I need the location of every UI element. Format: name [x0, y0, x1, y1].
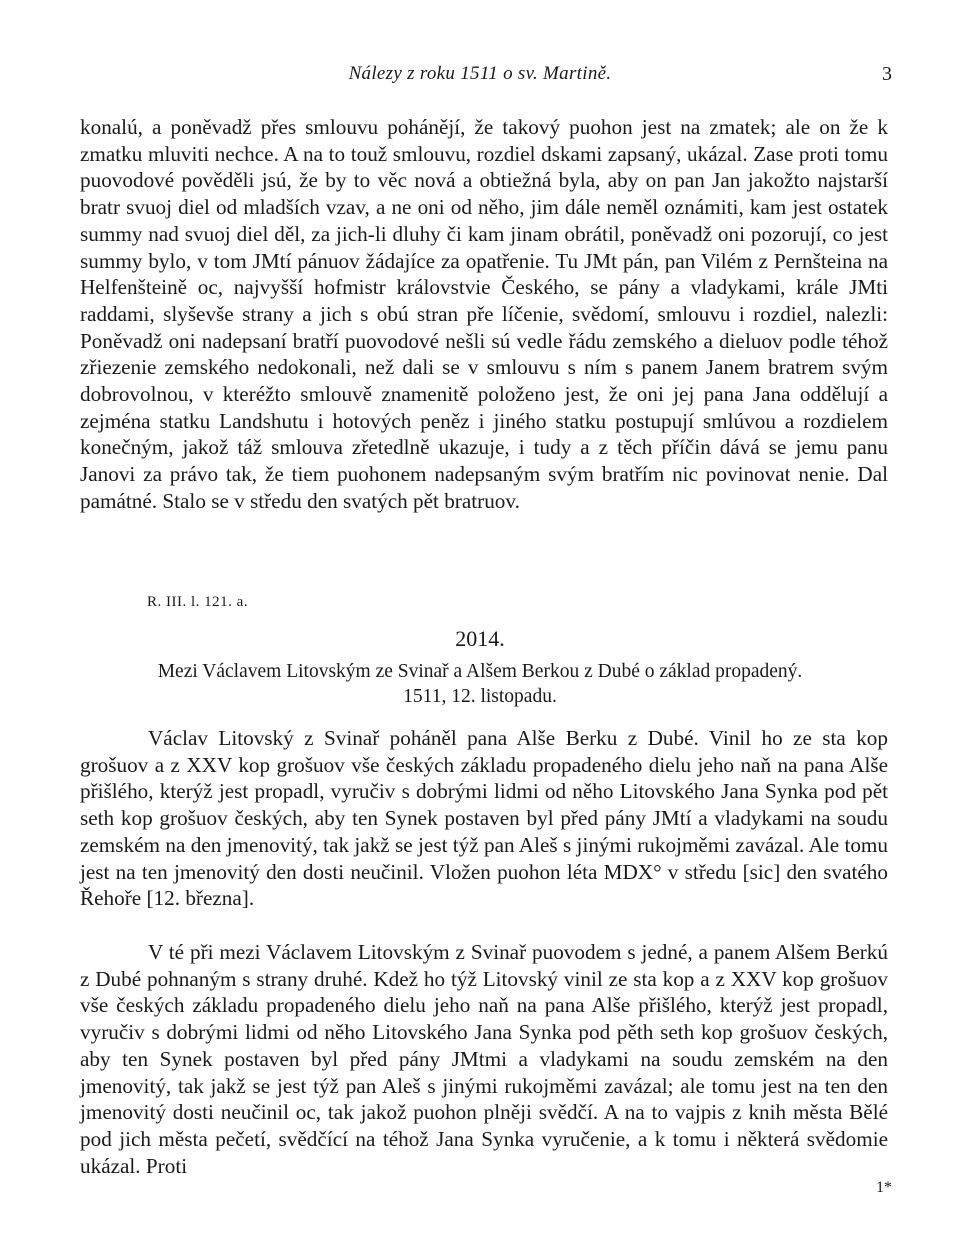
entry-summary: Mezi Václavem Litovským ze Svinař a Alšem Berkou z Dubé o základ propadený. [157, 661, 803, 682]
paragraph-text: konalú, a poněvadž přes smlouvu pohánějí, že takový puohon jest na zmatek; ale on že k zmatku mluviti nechce. A na to touž smlouvu, rozdiel dskami zapsaný, ukázal. Zase proti tomu puovodové pověděli jsú, že by to věc nová a obtiežná byla, aby on pan Jan jakožto najstarší bratr svuoj diel od mladších vzav, a ne oni od něho, jim dále neměl oznámiti, kam jest ostatek summy nad svuoj diel děl, za jich-li dluhy či kam jinam obrátil, poněvadž oni pozorují, co jest summy bylo, v tom JMtí pánuov žádajíce za opatřenie. Tu JMt pán, pan Vilém z Pernšteina na Helfenšteině oc, najvyšší hofmistr královstvie Českého, se pány a vladykami, krále JMti raddami, slyševše strany a jich s obú stran pře líčenie, svědomí, smlouvu i rozdiel, nalezli: Poněvadž oni nadepsaní bratří puovodové nešli sú vedle řádu zemského a dieluov podle téhož zřiezenie zemského nedokonali, než dali se v smlouvu s ním s panem Janem bratrem svým dobrovolnou, v kteréžto smlouvě znamenitě položeno jest, že oni jej pana Jana oddělují a zejména statku Landshutu i hotových peněz i jiného statku postupují smlúvou a rozdielem konečným, jakož táž smlouva zřetedlně ukazuje, i tudy a z těch příčin dává se jemu panu Janovi za právo tak, že tiem puohonem nadepsaným svým bratřím nic povinovat nenie. Dal památné. Stalo se v středu den svatých pět bratruov. [80, 115, 888, 513]
paragraph-text: Václav Litovský z Svinař poháněl pana Alše Berku z Dubé. Vinil ho ze sta kop grošuov a z XXV kop grošuov vše českých základu propadeného dielu jeho naň na pana Alše přišlého, kterýž jest propadl, vyručiv s dobrými lidmi od něho Litovského Jana Synka pod pět seth kop grošuov českých, aby ten Synek postaven byl před pány JMtí a vladykami na soudu zemském na den jmenovitý, tak jakž se jest týž pan Aleš s jinými rukojměmi zavázal. Ale tomu jest na ten jmenovitý den dosti neučinil. Vložen puohon léta MDX° v středu [sic] den svatého Řehoře [12. března]. [80, 726, 888, 911]
entry-date: 1511, 12. listopadu. [403, 686, 557, 707]
page-number: 3 [882, 63, 892, 85]
running-head [0, 62, 960, 86]
signature-mark: 1* [876, 1179, 892, 1196]
paragraph-complaint [80, 725, 888, 912]
entry-number: 2014. [455, 626, 505, 651]
paragraph-text: V té při mezi Václavem Litovským z Svinař puovodem s jedné, a panem Alšem Berkú z Dubé pohnaným s strany druhé. Kdež ho týž Litovský vinil ze sta kop a z XXV kop grošuov vše českých základu propadeného dielu jeho naň na pana Alše přišlého, kterýž jest propadl, vyručiv s dobrými lidmi od něho Litovského Jana Synka pod pěth seth kop grošuov českých, aby ten Synek postaven byl před pány JMtmi a vladykami na soudu zemském na den jmenovitý, tak jakž se jest týž pan Aleš s jinými rukojměmi zavázal; ale tomu jest na ten den jmenovitý dosti neučinil oc, tak jakož puohon plněji svědčí. A na to vajpis z knih města Bělé pod jich města pečetí, svědčící na téhož Jana Synka vyručenie, a k tomu i některá svědomie ukázal. Proti [80, 940, 888, 1178]
running-title: Nálezy z roku 1511 o sv. Martině. [348, 63, 612, 84]
source-reference: R. III. l. 121. a. [147, 594, 249, 610]
paragraph-ruling [80, 939, 888, 1179]
paragraph-continued [80, 114, 888, 515]
